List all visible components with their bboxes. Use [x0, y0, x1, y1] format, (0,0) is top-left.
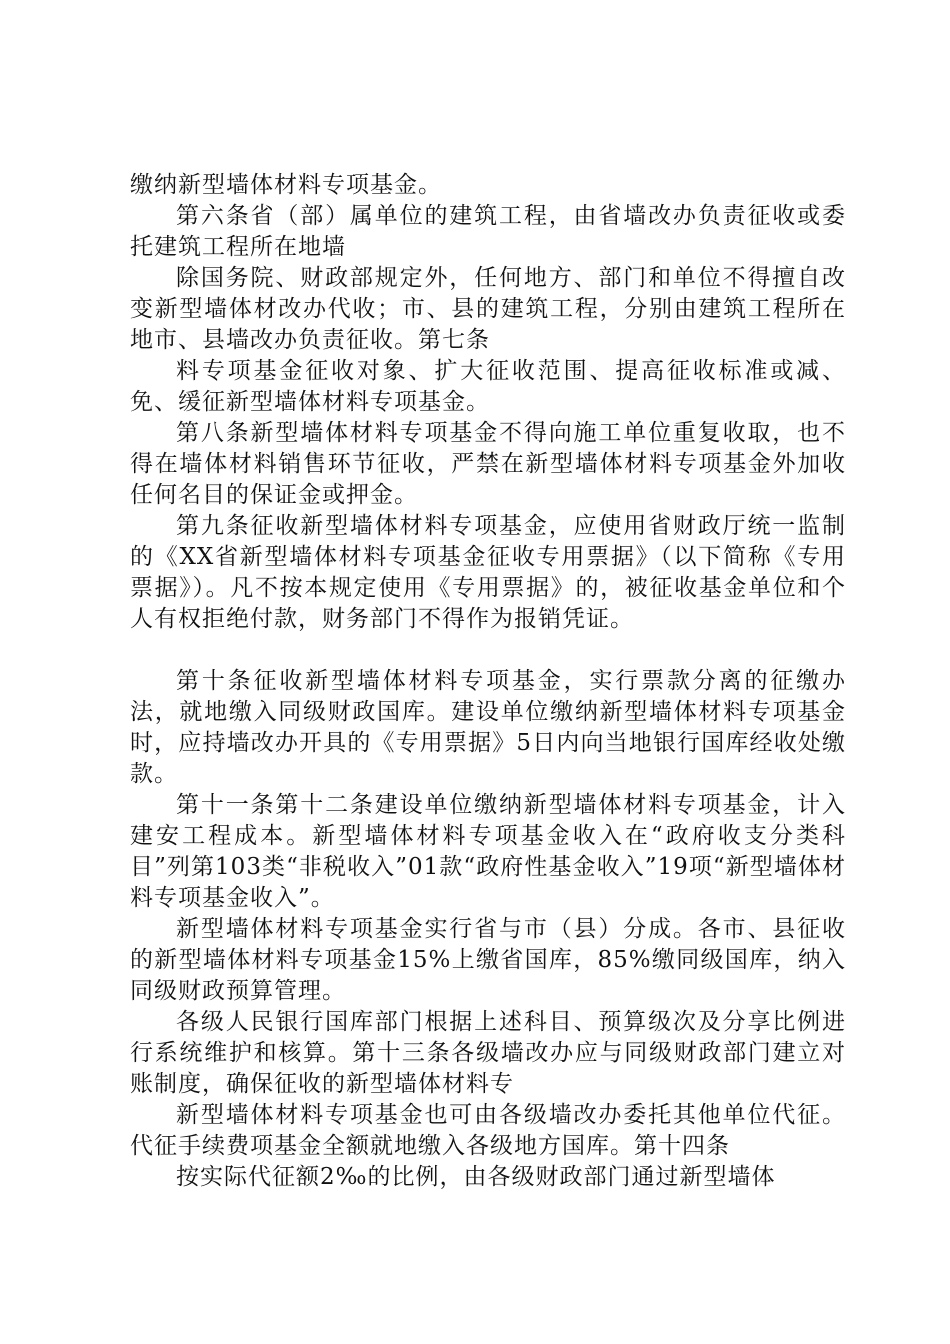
document-body [130, 170, 846, 1193]
paragraph-1: 缴纳新型墙体材料专项基金。 [130, 172, 442, 198]
paragraph-10: 各级人民银行国库部门根据上述科目、预算级次及分享比例进行系统维护和核算。第十三条各级墙改办应与同级财政部门建立对账制度，确保征收的新型墙体材料专 [130, 1009, 846, 1097]
paragraph-9: 新型墙体材料专项基金实行省与市（县）分成。各市、县征收的新型墙体材料专项基金15%上缴省国库，85%缴同级国库，纳入同级财政预算管理。 [130, 916, 846, 1004]
paragraph-8: 第十一条第十二条建设单位缴纳新型墙体材料专项基金，计入建安工程成本。新型墙体材料专项基金收入在“政府收支分类科目”列第103类“非税收入”01款“政府性基金收入”19项“新型墙体材料专项基金收入”。 [130, 792, 846, 911]
paragraph-6: 第九条征收新型墙体材料专项基金，应使用省财政厅统一监制的《XX省新型墙体材料专项基金征收专用票据》（以下简称《专用票据》）。凡不按本规定使用《专用票据》的，被征收基金单位和个人有权拒绝付款，财务部门不得作为报销凭证。 [130, 513, 846, 632]
paragraph-7: 第十条征收新型墙体材料专项基金，实行票款分离的征缴办法，就地缴入同级财政国库。建设单位缴纳新型墙体材料专项基金时，应持墙改办开具的《专用票据》5日内向当地银行国库经收处缴款。 [130, 668, 846, 787]
paragraph-5: 第八条新型墙体材料专项基金不得向施工单位重复收取，也不得在墙体材料销售环节征收，严禁在新型墙体材料专项基金外加收任何名目的保证金或押金。 [130, 420, 846, 508]
paragraph-3: 除国务院、财政部规定外，任何地方、部门和单位不得擅自改变新型墙体材改办代收；市、县的建筑工程，分别由建筑工程所在地市、县墙改办负责征收。第七条 [130, 265, 846, 353]
paragraph-11: 新型墙体材料专项基金也可由各级墙改办委托其他单位代征。代征手续费项基金全额就地缴入各级地方国库。第十四条 [130, 1102, 846, 1159]
paragraph-12: 按实际代征额2‰的比例，由各级财政部门通过新型墙体 [176, 1164, 776, 1190]
paragraph-2: 第六条省（部）属单位的建筑工程，由省墙改办负责征收或委托建筑工程所在地墙 [130, 203, 846, 260]
paragraph-4: 料专项基金征收对象、扩大征收范围、提高征收标准或减、免、缓征新型墙体材料专项基金。 [130, 358, 846, 415]
